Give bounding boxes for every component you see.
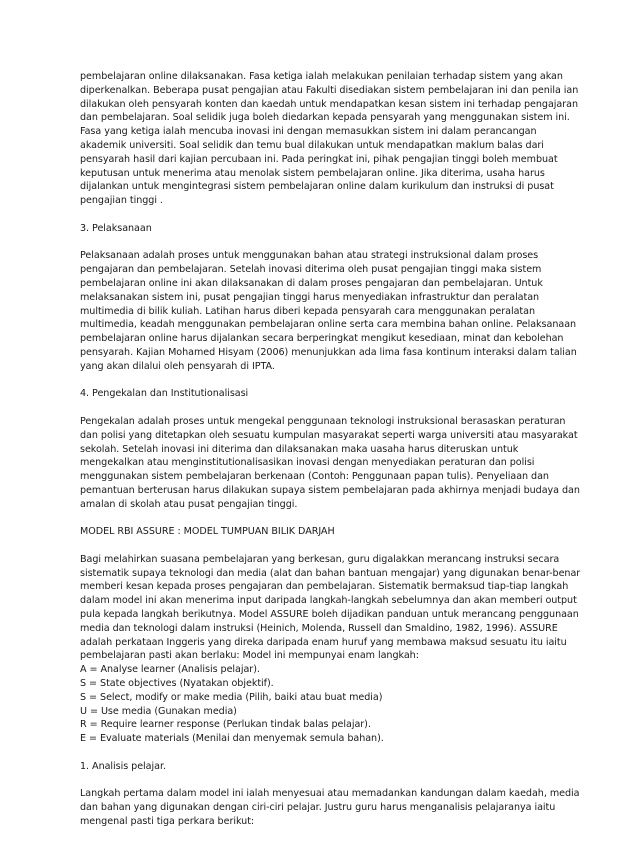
text-line: U = Use media (Gunakan media): [80, 705, 237, 717]
text-line: S = State objectives (Nyatakan objektif).: [80, 678, 274, 690]
text-line: dan bahan yang digunakan dengan ciri-ciri pelajar. Justru guru harus menganalisis pelajaranya iaitu: [80, 802, 556, 814]
text-line: dan polisi yang ditetapkan oleh sesuatu kumpulan masyarakat seperti warga universiti atau masyarakat: [80, 429, 578, 441]
text-line: media dan teknologi dalam instruksi (Heinich, Molenda, Russell dan Smaldino, 1982, 1996). ASSURE: [80, 622, 558, 634]
section-heading: [80, 525, 564, 539]
text-line: sekolah. Setelah inovasi ini diterima dan dilaksanakan maka uasaha harus diteruskan untuk: [80, 443, 519, 455]
body-paragraph: [80, 415, 580, 512]
text-line: dijalankan untuk mengintegrasi sistem pembelajaran online dalam kurikulum dan instruksi di pusat: [80, 181, 554, 193]
text-line: yang akan dilalui oleh pensyarah di IPTA.: [80, 360, 275, 372]
section-heading: [80, 760, 564, 774]
body-paragraph: [80, 70, 579, 208]
text-line: dalam model ini akan menerima input daripada langkah-langkah sebelumnya dan akan memberi output: [80, 595, 577, 607]
text-line: pensyarah. Kajian Mohamed Hisyam (2006) menunjukkan ada lima fasa kontinum interaksi dalam talian: [80, 346, 577, 358]
text-line: pensyarah hasil dari kajian percubaan ini. Pada peringkat ini, pihak pengajian tinggi boleh membuat: [80, 153, 558, 165]
text-line: multimedia, keadah menggunakan pembelajaran online serta cara membina bahan online. Pelaksanaan: [80, 319, 577, 331]
text-line: 1. Analisis pelajar.: [80, 760, 166, 772]
text-line: multimedia di bilik kuliah. Latihan harus diberi kepada pensyarah cara menggunakan peralatan: [80, 305, 535, 317]
document-page: [80, 70, 581, 843]
text-line: pembelajaran online ini akan dilaksanakan di dalam proses pengajaran dan pembelajaran. Untuk: [80, 277, 543, 289]
text-line: memberi kesan kepada proses pengajaran dan pembelajaran. Sistematik bermaksud tiap-tiap langkah: [80, 581, 569, 593]
text-line: R = Require learner response (Perlukan tindak balas pelajar).: [80, 719, 371, 731]
text-line: A = Analyse learner (Analisis pelajar).: [80, 664, 260, 676]
body-paragraph: [80, 249, 577, 373]
text-line: amalan di skolah atau pusat pengajian tinggi.: [80, 498, 298, 510]
text-line: MODEL RBI ASSURE : MODEL TUMPUAN BILIK DARJAH: [80, 526, 335, 538]
text-line: mengekalkan atau menginstitutionalisasikan inovasi dengan menyediakan peraturan dan polisi: [80, 457, 535, 469]
text-line: dan pembelajaran. Soal selidik juga boleh diedarkan kepada pensyarah yang menggunakan sistem ini.: [80, 112, 570, 124]
text-line: menggunakan sistem pembelajaran berkenaan (Contoh: Penggunaan papan tulis). Penyeliaan dan: [80, 471, 549, 483]
text-line: 3. Pelaksanaan: [80, 222, 152, 234]
text-line: sistematik supaya teknologi dan media (alat dan bahan bantuan mengajar) yang digunakan benar-benar: [80, 567, 581, 579]
text-line: adalah perkataan Inggeris yang direka daripada enam huruf yang membawa maksud sesuatu itu iaitu: [80, 636, 567, 648]
section-heading: [80, 222, 564, 236]
text-line: pengajaran dan pembelajaran. Setelah inovasi diterima oleh pusat pengajian tinggi maka sistem: [80, 264, 542, 276]
text-line: Fasa yang ketiga ialah mencuba inovasi ini dengan memasukkan sistem ini dalam perancangan: [80, 126, 537, 138]
text-line: Langkah pertama dalam model ini ialah menyesuai atau memadankan kandungan dalam kaedah, media: [80, 788, 580, 800]
text-line: pemantuan berterusan harus dilakukan supaya sistem pembelajaran pada akhirnya menjadi budaya dan: [80, 484, 580, 496]
text-line: S = Select, modify or make media (Pilih, baiki atau buat media): [80, 691, 383, 703]
text-line: diperkenalkan. Beberapa pusat pengajian atau Fakulti disediakan sistem pembelajaran ini dan penila ian: [80, 84, 579, 96]
text-line: Bagi melahirkan suasana pembelajaran yang berkesan, guru digalakkan merancang instruksi secara: [80, 553, 560, 565]
text-line: melaksanakan sistem ini, pusat pengajian tinggi harus menyediakan infrastruktur dan peralatan: [80, 291, 540, 303]
body-paragraph: [80, 553, 581, 746]
text-line: dilakukan oleh pensyarah konten dan kaedah untuk mendapatkan kesan sistem ini terhadap pengajaran: [80, 98, 578, 110]
text-line: Pengekalan adalah proses untuk mengekal penggunaan teknologi instruksional berasaskan peraturan: [80, 415, 566, 427]
text-line: pembelajaran online dilaksanakan. Fasa ketiga ialah melakukan penilaian terhadap sistem yang akan: [80, 71, 563, 82]
text-line: mengenal pasti tiga perkara berikut:: [80, 816, 255, 828]
text-line: pula kepada langkah berikutnya. Model ASSURE boleh dijadikan panduan untuk merancang penggunaan: [80, 609, 579, 621]
text-line: E = Evaluate materials (Menilai dan menyemak semula bahan).: [80, 733, 384, 745]
text-line: pembelajaran online harus dijalankan secara berperingkat mengikut kesediaan, minat dan kebolehan: [80, 333, 564, 345]
section-heading: [80, 387, 564, 401]
text-line: akademik universiti. Soal selidik dan temu bual dilakukan untuk mendapatkan maklum balas dari: [80, 139, 544, 151]
text-line: keputusan untuk menerima atau menolak sistem pembelajaran online. Jika diterima, usaha harus: [80, 167, 545, 179]
text-line: 4. Pengekalan dan Institutionalisasi: [80, 388, 249, 400]
text-line: pembelajaran pasti akan berlaku: Model ini mempunyai enam langkah:: [80, 650, 419, 662]
text-line: Pelaksanaan adalah proses untuk menggunakan bahan atau strategi instruksional dalam proses: [80, 250, 539, 262]
body-paragraph: [80, 787, 580, 828]
text-line: pengajian tinggi .: [80, 195, 163, 207]
